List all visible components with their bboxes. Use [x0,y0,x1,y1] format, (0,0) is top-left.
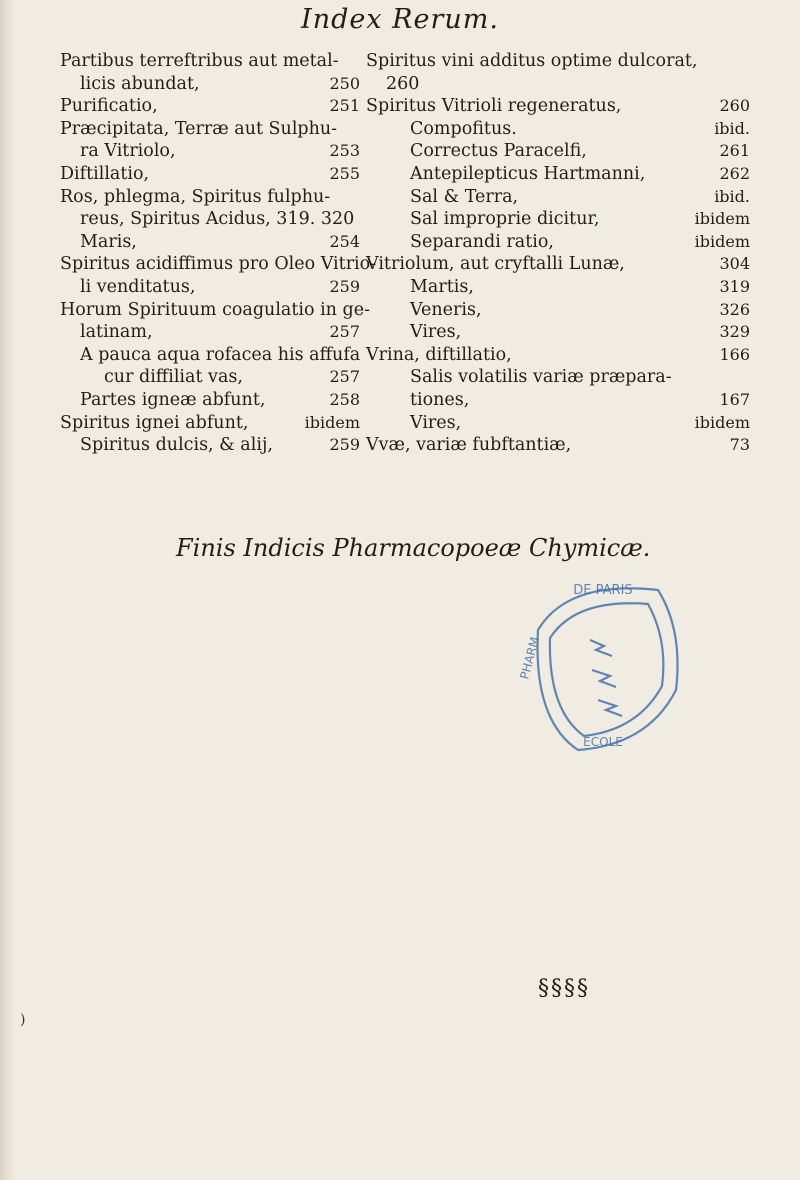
index-entry [366,276,750,299]
entry-page: 255 [329,163,360,183]
entry-page: ibidem [304,412,360,432]
entry-text: Veneris, [410,299,482,320]
entry-page: 253 [329,141,360,161]
margin-mark: ) [20,1012,26,1028]
entry-text: reus, Spiritus Acidus, 319. 320 [80,209,355,230]
index-entry [366,186,750,209]
library-stamp [508,570,688,760]
entry-text: Compofitus. [410,118,517,139]
entry-page: 251 [329,96,360,116]
entry-page: 73 [729,435,750,455]
index-entry [60,208,360,231]
index-entry [60,140,360,163]
entry-text: li venditatus, [80,276,196,297]
entry-text: Partibus terreftribus aut metal- [60,51,339,71]
index-entry [366,73,750,96]
index-entry [366,412,750,435]
entry-text: cur diffiliat vas, [104,367,243,388]
colophon: Finis Indicis Pharmacopoeæ Chymicæ. [176,534,651,562]
index-entry [60,366,360,389]
entry-page: 259 [329,276,360,296]
index-entry [366,95,750,118]
entry-text: Vitriolum, aut cryftalli Lunæ, [366,254,625,275]
index-entry [60,163,360,186]
entry-page: 319 [719,276,750,296]
entry-text: Spiritus Vitrioli regeneratus, [366,96,622,117]
entry-text: licis abundat, [80,73,200,94]
entry-page: ibidem [694,209,750,229]
index-entry [60,253,377,276]
index-entry [366,50,750,73]
entry-page: 262 [719,163,750,183]
entry-page: 258 [329,389,360,409]
index-column-right [366,50,750,457]
index-entry [60,276,360,299]
index-entry [366,163,750,186]
entry-text: Martis, [410,276,474,297]
entry-page: 329 [719,322,750,342]
index-entry [60,95,360,118]
index-column-left [60,50,377,457]
entry-page: 257 [329,367,360,387]
entry-text: Spiritus acidiffimus pro Oleo Vitrio- [60,254,377,275]
entry-text: Maris, [80,231,137,252]
entry-page: 260 [719,96,750,116]
stamp-text-left: PHARM [517,635,543,681]
entry-page: 259 [329,435,360,455]
index-entry [366,344,750,367]
entry-text: Præcipitata, Terræ aut Sulphu- [60,118,338,139]
index-entry [60,321,360,344]
entry-page: ibid. [714,186,750,206]
entry-text: Vvæ, variæ fubftantiæ, [366,435,572,456]
entry-text: Antepilepticus Hartmanni, [410,163,646,184]
index-entry [60,231,360,254]
index-entry [60,73,360,96]
entry-text: Spiritus dulcis, & alij, [80,435,273,456]
entry-page: ibid. [714,118,750,138]
entry-text: Separandi ratio, [410,231,554,252]
index-entry [366,299,750,322]
entry-text: Purificatio, [60,96,158,117]
entry-text: Sal & Terra, [410,186,519,207]
page-edge [0,0,14,1180]
entry-page: ibidem [694,412,750,432]
index-entry [60,434,360,457]
entry-text: Vrina, diftillatio, [366,344,512,365]
entry-text: Vires, [410,412,462,433]
entry-text: 260 [386,73,420,94]
entry-page: ibidem [694,231,750,251]
entry-text: Sal improprie dicitur, [410,209,600,230]
index-entry [60,389,360,412]
index-entry [366,321,750,344]
index-entry [366,253,750,276]
index-entry [60,344,360,367]
index-entry [366,208,750,231]
entry-text: Ros, phlegma, Spiritus fulphu- [60,186,331,207]
entry-text: Correctus Paracelfi, [410,141,587,162]
index-entry [366,366,750,389]
entry-page: 254 [329,231,360,251]
index-entry [60,118,360,141]
index-entry [60,186,360,209]
entry-text: latinam, [80,322,153,343]
page-title: Index Rerum. [301,4,499,35]
index-entry [60,412,360,435]
stamp-text-bottom: ECOLE [583,735,623,749]
index-entry [366,389,750,412]
index-entry [366,140,750,163]
index-entry [60,299,370,322]
entry-page: 167 [719,389,750,409]
entry-text: Partes igneæ abfunt, [80,389,266,410]
index-entry [366,118,750,141]
entry-page: 250 [329,73,360,93]
stamp-text-top: DE PARIS [573,583,633,598]
entry-page: 304 [719,254,750,274]
entry-page: 166 [719,344,750,364]
entry-text: A pauca aqua rofacea his affufa [80,344,361,365]
index-entry [366,434,750,457]
entry-text: Spiritus vini additus optime dulcorat, [366,51,698,71]
entry-text: Diftillatio, [60,163,150,184]
entry-page: 257 [329,322,360,342]
signature-mark: §§§§ [538,976,590,1001]
entry-text: ra Vitriolo, [80,141,176,162]
index-entry [60,50,360,73]
entry-text: Spiritus ignei abfunt, [60,412,249,433]
index-entry [366,231,750,254]
entry-text: Horum Spirituum coagulatio in ge- [60,299,370,320]
entry-text: Vires, [410,322,462,343]
entry-text: tiones, [410,389,470,410]
entry-page: 261 [719,141,750,161]
entry-page: 326 [719,299,750,319]
entry-text: Salis volatilis variæ præpara- [410,367,672,388]
